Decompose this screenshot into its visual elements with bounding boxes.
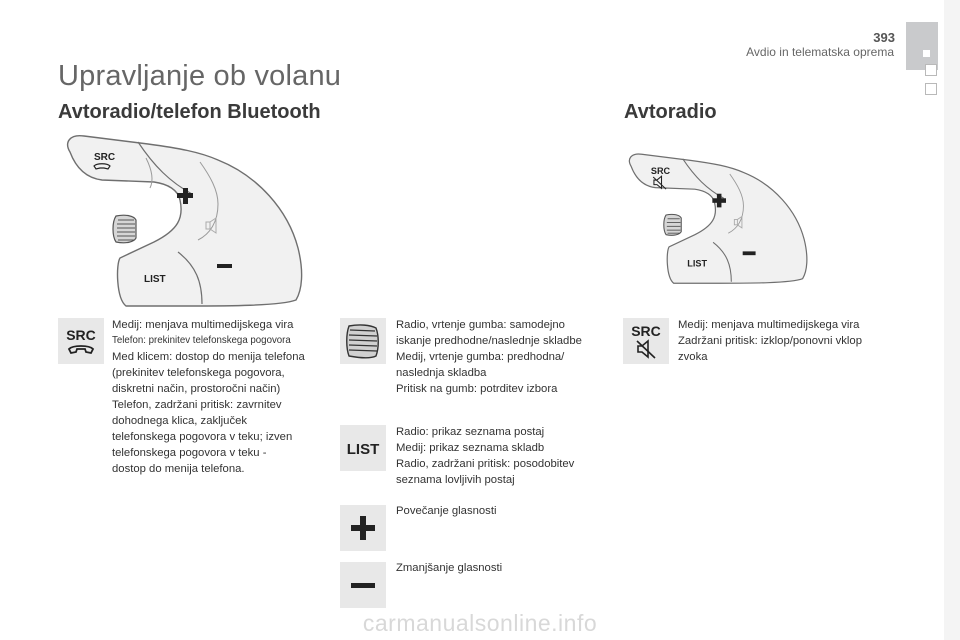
description-line: iskanje predhodne/naslednje skladbe [396,335,582,347]
description-line: Zmanjšanje glasnosti [396,562,503,574]
illus-src-label: SRC [94,152,116,163]
section-title: Avdio in telematska oprema [746,45,894,59]
chapter-tab-marker [923,50,930,57]
description-line: Radio, vrtenje gumba: samodejno [396,319,565,331]
phone-icon [69,346,93,353]
page-number: 393 [873,30,895,45]
chapter-box-2 [925,83,937,95]
illus-list-label: LIST [144,274,166,285]
description-line: seznama lovljivih postaj [396,474,515,486]
src-mute-description [678,317,862,365]
volume-up-description [396,503,496,519]
src-label: SRC [631,323,661,339]
description-line: Medij, vrtenje gumba: predhodna/ [396,351,565,363]
watermark: carmanualsonline.info [362,610,598,636]
list-description [396,424,574,488]
list-tile [340,425,386,471]
description-line: dostop do menija telefona. [112,463,245,475]
thumb-wheel-icon [340,318,386,364]
heading-radio-bluetooth: Avtoradio/telefon Bluetooth [58,101,321,123]
description-line: Povečanje glasnosti [396,505,497,517]
minus-icon [743,251,756,255]
description-line: Zadržani pritisk: izklop/ponovni vklop [678,335,862,347]
volume-down-tile [340,562,386,608]
plus-icon [340,505,386,551]
volume-down-description [396,560,502,576]
wheel-tile [340,318,386,364]
src-phone-tile [58,318,104,364]
description-line: Medij: prikaz seznama skladb [396,442,545,454]
page-edge-strip [944,0,960,640]
description-line: diskretni način, prostoročni način) [112,383,281,395]
volume-up-tile [340,505,386,551]
wheel-description [396,317,582,397]
illus-list-label: LIST [687,258,708,269]
thumb-wheel [664,214,681,235]
page-title: Upravljanje ob volanu [58,60,342,92]
description-line: Radio, zadržani pritisk: posodobitev [396,458,575,470]
description-line: Med klicem: dostop do menija telefona [112,351,305,363]
minus-icon [217,264,232,268]
description-line: telefonskega pogovora v teku - [112,447,267,459]
description-line: Radio: prikaz seznama postaj [396,426,545,438]
thumb-wheel [113,215,136,243]
illus-src-label: SRC [650,166,671,176]
src-mute-tile [623,318,669,364]
minus-icon [340,562,386,608]
description-line: (prekinitev telefonskega pogovora, [112,367,285,379]
steering-controls-bluetooth-illustration [50,130,340,310]
heading-radio: Avtoradio [624,101,717,123]
description-line: Medij: menjava multimedijskega vira [112,319,294,331]
src-label: SRC [66,327,96,343]
description-line: Medij: menjava multimedijskega vira [678,319,860,331]
description-line: Telefon, zadržani pritisk: zavrnitev [112,399,282,411]
steering-controls-radio-illustration [616,128,836,308]
list-label: LIST [346,441,380,458]
description-line: telefonskega pogovora v teku; izven [112,431,293,443]
chapter-box-1 [925,64,937,76]
description-line: naslednja skladba [396,367,487,379]
mute-icon [637,341,655,358]
src-phone-description [112,317,305,477]
description-line: dohodnega klica, zaključek [112,415,248,427]
chapter-tab [906,22,938,70]
description-line: zvoka [678,351,708,363]
description-line: Pritisk na gumb: potrditev izbora [396,383,558,395]
description-line: Telefon: prekinitev telefonskega pogovora [112,335,291,346]
